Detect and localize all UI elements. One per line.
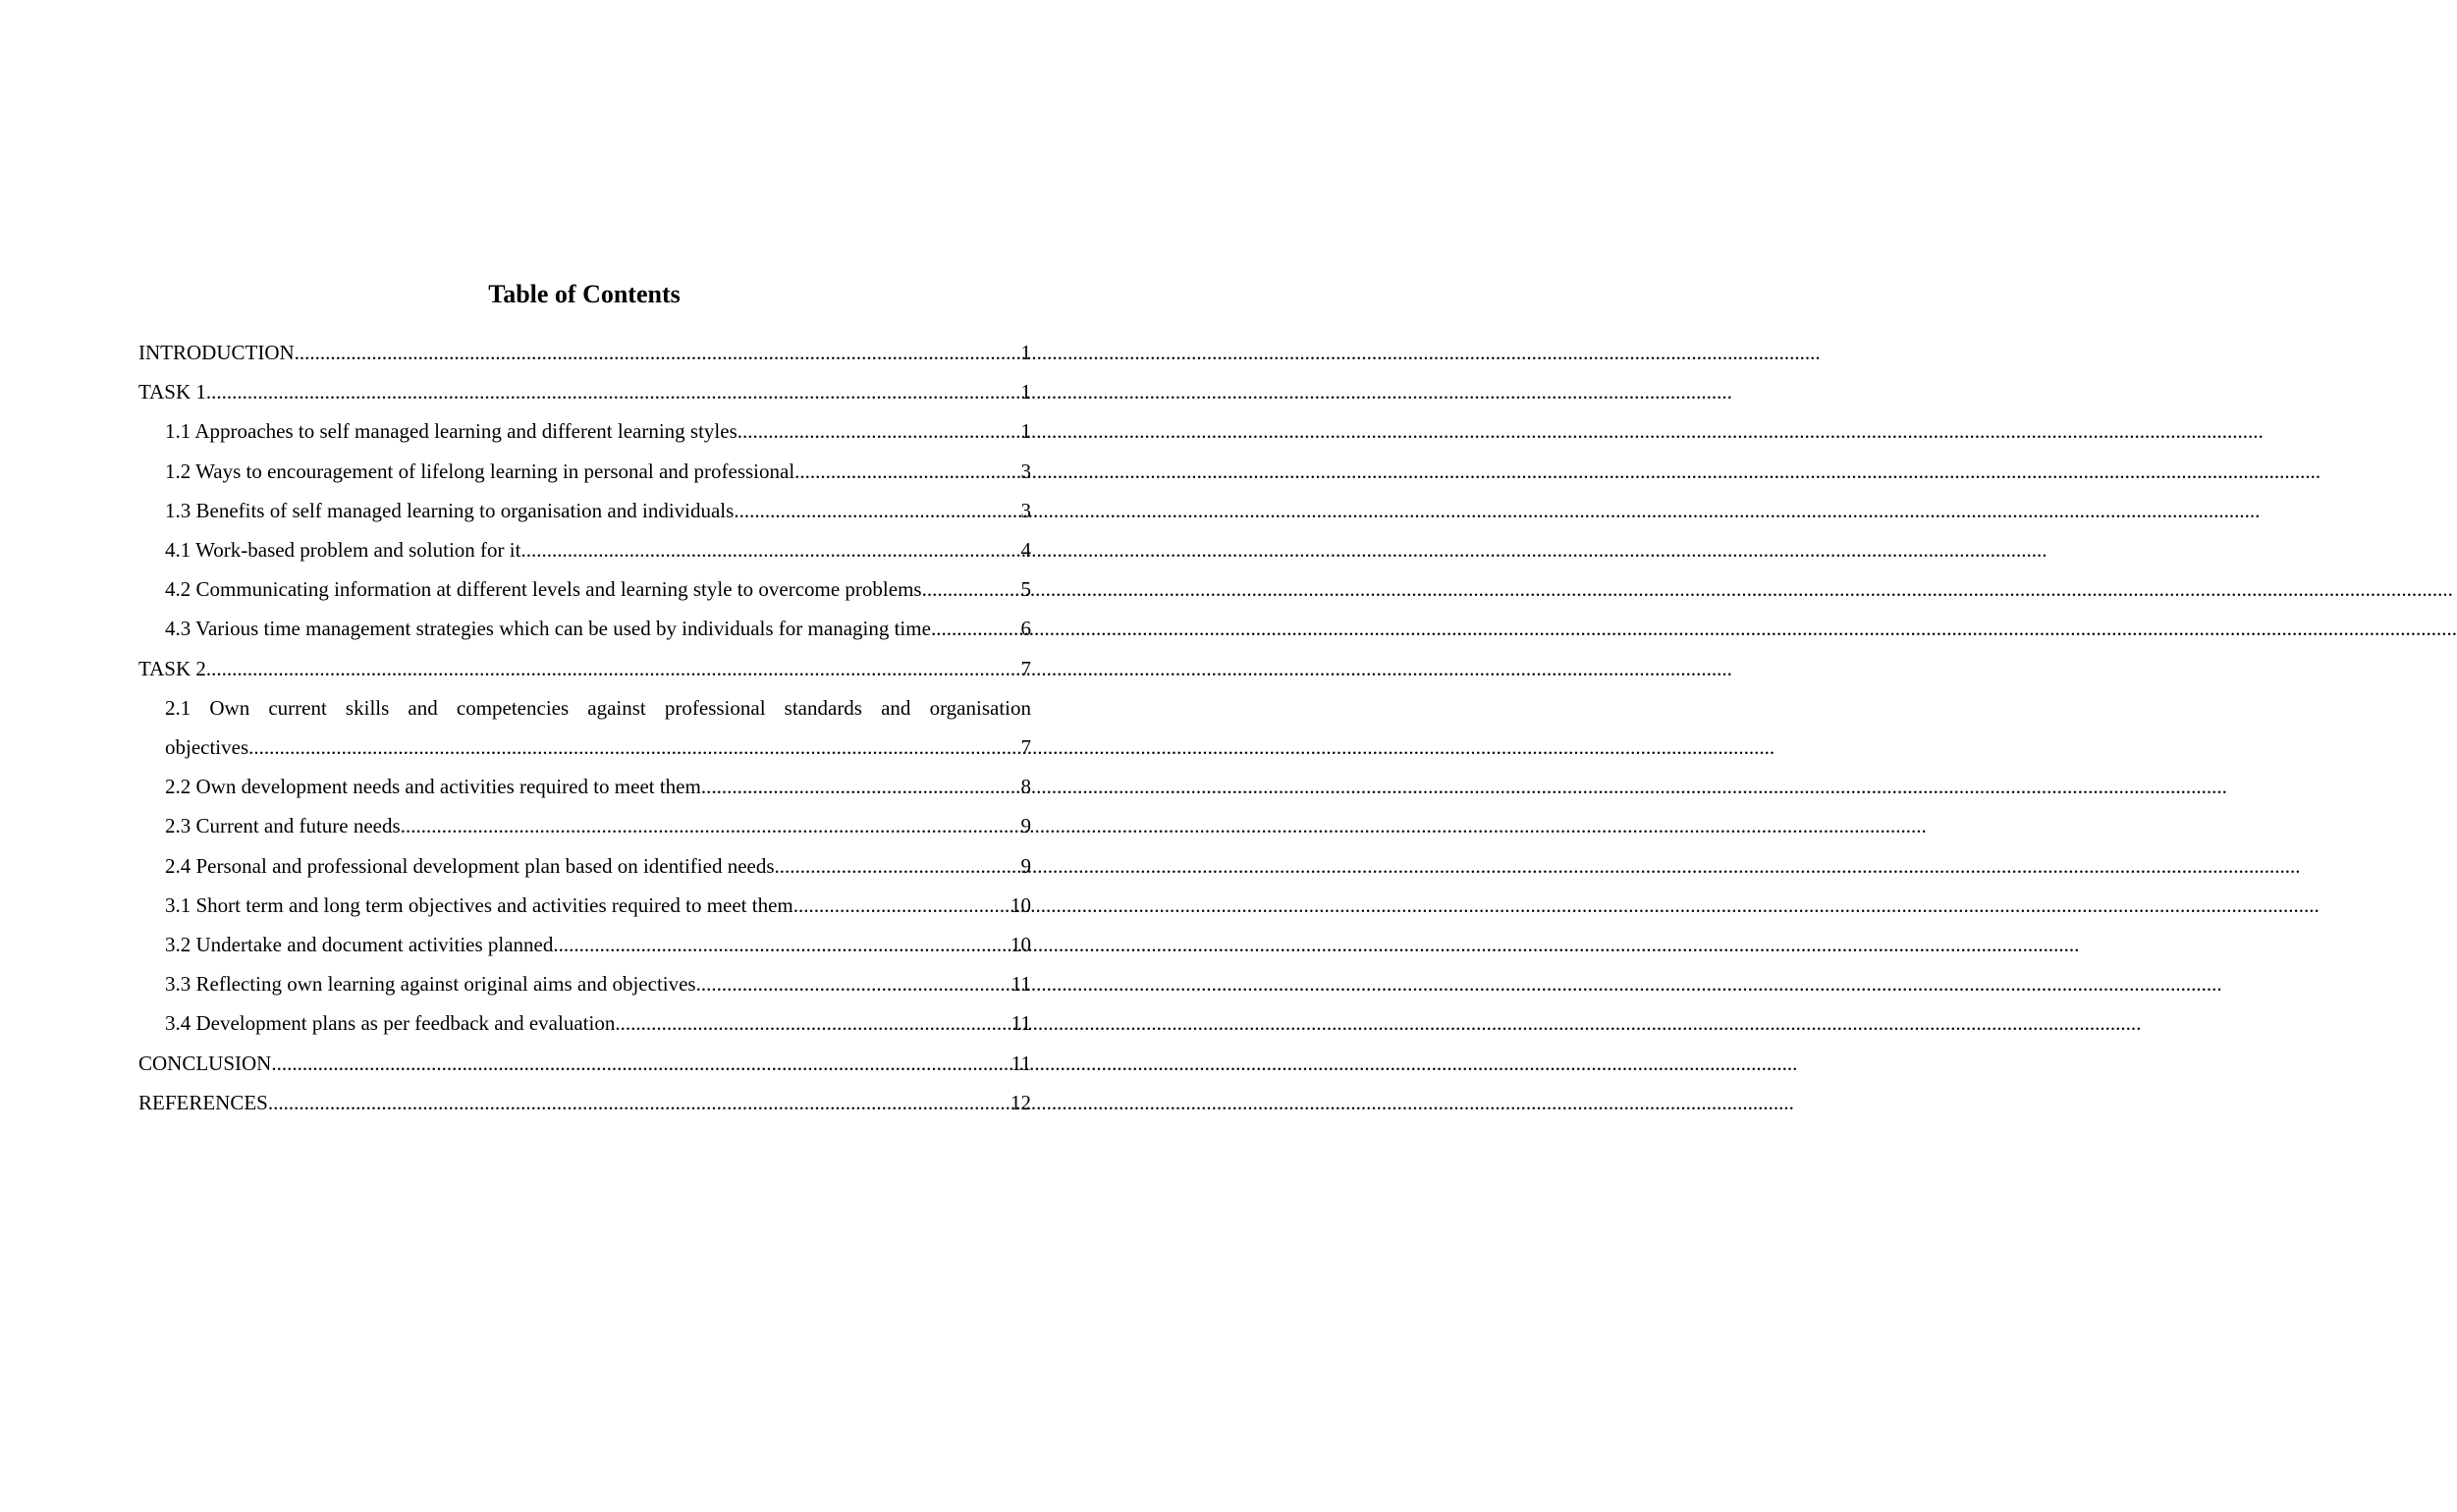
toc-entry-conclusion[interactable] — [138, 1044, 1031, 1083]
toc-leader-dots — [737, 411, 1021, 451]
toc-entry-label: 3.2 Undertake and document activities planned — [165, 933, 554, 957]
toc-leader-dots — [553, 925, 1010, 964]
toc-entry-2-2[interactable] — [138, 767, 1031, 806]
toc-leader-dots — [615, 1003, 1010, 1043]
toc-entry-label: TASK 1 — [138, 380, 206, 405]
toc-leader-dots — [927, 569, 1021, 609]
toc-page-number: 11 — [1010, 1011, 1031, 1036]
toc-entry-references[interactable] — [138, 1083, 1031, 1122]
toc-entry-1-1[interactable] — [138, 411, 1031, 451]
toc-entry-label: TASK 2 — [138, 656, 206, 680]
toc-entry-label: 4.2 Communicating information at different levels and learning style to overcome problems. — [165, 577, 927, 602]
toc-entry-4-1[interactable] — [138, 530, 1031, 569]
toc-title: Table of Contents — [488, 280, 681, 308]
toc-page-number: 10 — [1010, 933, 1031, 957]
toc-page-number: 1 — [1020, 419, 1031, 444]
toc-leader-dots — [271, 1044, 1010, 1083]
toc-page-number: 3 — [1020, 498, 1031, 522]
toc-entry-label: CONCLUSION — [138, 1051, 272, 1075]
toc-entry-label-line-1: 2.1 Own current skills and competencies against professional standards and organisation — [165, 695, 1031, 720]
toc-entry-3-2[interactable] — [138, 925, 1031, 964]
toc-page-number: 9 — [1020, 814, 1031, 838]
toc-entry-label: 4.3 Various time management strategies which can be used by individuals for managing time — [165, 617, 931, 641]
toc-entry-label: 2.2 Own development needs and activities required to meet them — [165, 775, 701, 799]
toc-entry-1-3[interactable] — [138, 491, 1031, 530]
toc-entry-label: 1.3 Benefits of self managed learning to organisation and individuals — [165, 498, 735, 522]
toc-page-number: 7 — [1020, 735, 1031, 760]
toc-entry-label: REFERENCES — [138, 1090, 268, 1114]
toc-entry-label: objectives — [165, 735, 249, 760]
toc-leader-dots — [701, 767, 1021, 806]
toc-page-number: 7 — [1020, 656, 1031, 680]
toc-page-number: 3 — [1020, 459, 1031, 483]
toc-entry-label: 4.1 Work-based problem and solution for it — [165, 538, 521, 563]
toc-page-number: 5 — [1020, 577, 1031, 602]
toc-leader-dots — [206, 372, 1021, 411]
toc-page-number: 10 — [1010, 892, 1031, 917]
toc-leader-dots — [248, 728, 1020, 767]
toc-page-number: 4 — [1020, 538, 1031, 563]
toc-entry-task-2[interactable] — [138, 649, 1031, 688]
toc-entry-3-3[interactable] — [138, 964, 1031, 1003]
toc-entry-2-1-line-1[interactable] — [138, 688, 1031, 728]
toc-leader-dots — [401, 806, 1021, 845]
toc-leader-dots — [206, 649, 1021, 688]
toc-page-number: 8 — [1020, 775, 1031, 799]
toc-leader-dots — [794, 452, 1020, 491]
toc-entry-3-1[interactable] — [138, 886, 1031, 925]
toc-leader-dots — [793, 886, 1010, 925]
toc-entry-2-4[interactable] — [138, 846, 1031, 886]
toc-leader-dots — [520, 530, 1020, 569]
toc-leader-dots — [696, 964, 1011, 1003]
toc-entry-label: 3.1 Short term and long term objectives and activities required to meet them — [165, 892, 793, 917]
toc-page-number: 11 — [1010, 972, 1031, 997]
toc-entry-4-3[interactable] — [138, 609, 1031, 648]
toc-page-number: 12 — [1010, 1090, 1031, 1114]
toc-entry-label: 1.1 Approaches to self managed learning and different learning styles — [165, 419, 737, 444]
toc-list — [138, 333, 1031, 1122]
toc-page-number: 1 — [1020, 341, 1031, 364]
toc-leader-dots — [295, 333, 1021, 372]
toc-page-number: 6 — [1020, 617, 1031, 641]
toc-entry-2-1[interactable] — [138, 728, 1031, 767]
toc-entry-label: 2.4 Personal and professional development plan based on identified needs — [165, 853, 775, 878]
toc-leader-dots — [268, 1083, 1010, 1122]
toc-entry-1-2[interactable] — [138, 452, 1031, 491]
toc-entry-label: 3.3 Reflecting own learning against original aims and objectives — [165, 972, 696, 997]
toc-entry-introduction[interactable] — [138, 333, 1031, 372]
toc-page-number: 9 — [1020, 853, 1031, 878]
toc-leader-dots — [931, 609, 1021, 648]
toc-entry-4-2[interactable] — [138, 569, 1031, 609]
toc-entry-label: 1.2 Ways to encouragement of lifelong learning in personal and professional — [165, 459, 795, 483]
toc-leader-dots — [734, 491, 1020, 530]
toc-page-number: 1 — [1020, 380, 1031, 405]
toc-entry-2-3[interactable] — [138, 806, 1031, 845]
toc-entry-3-4[interactable] — [138, 1003, 1031, 1043]
toc-entry-label: INTRODUCTION — [138, 341, 295, 364]
toc-page-number: 11 — [1010, 1051, 1031, 1075]
document-page — [0, 0, 1169, 1512]
toc-entry-task-1[interactable] — [138, 372, 1031, 411]
toc-leader-dots — [775, 846, 1021, 886]
toc-entry-label: 3.4 Development plans as per feedback and evaluation — [165, 1011, 616, 1036]
toc-entry-label: 2.3 Current and future needs — [165, 814, 401, 838]
